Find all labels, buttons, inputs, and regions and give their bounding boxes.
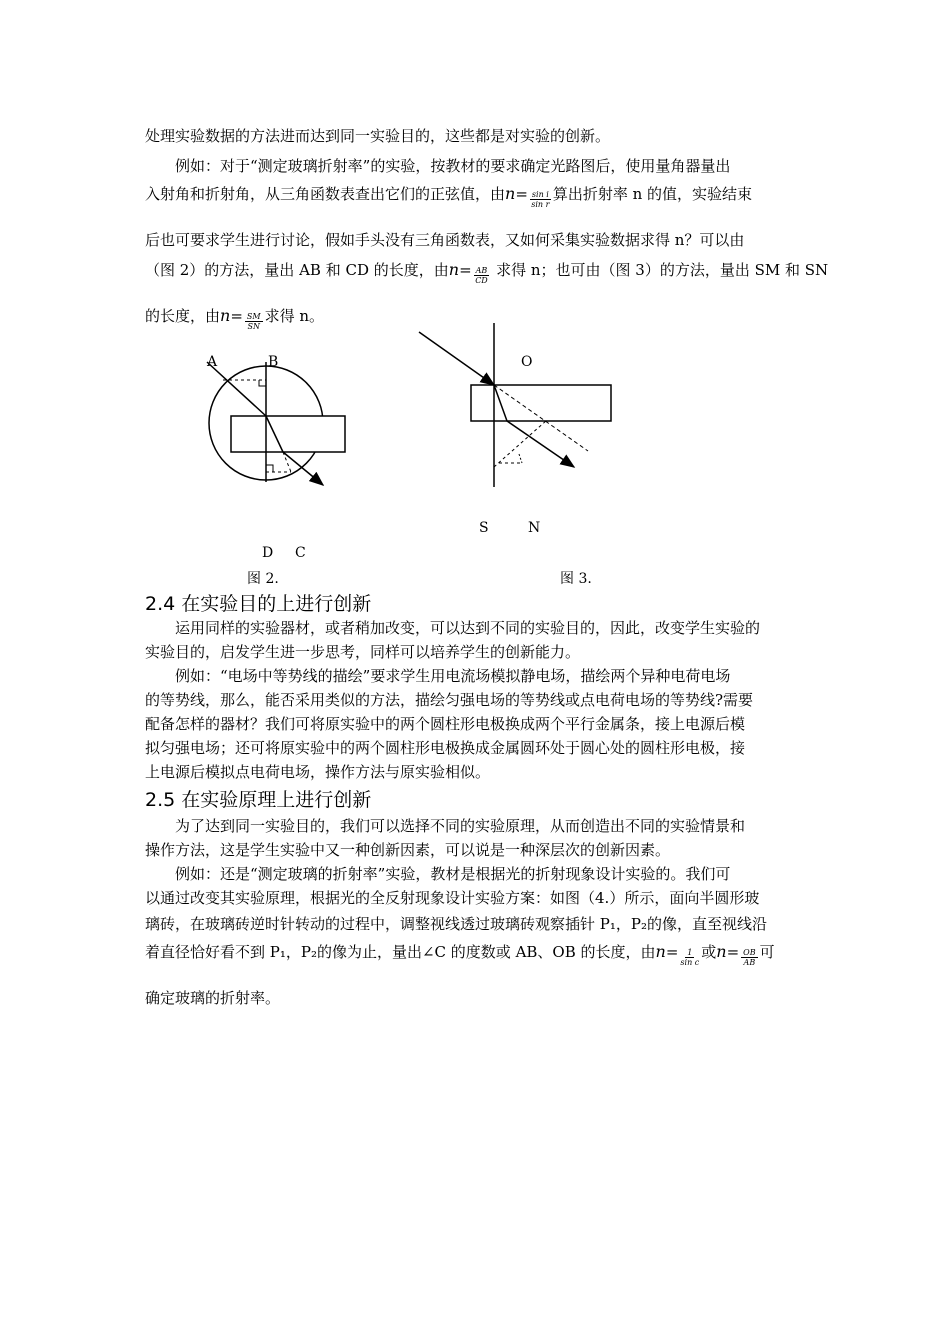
paragraph-line (145, 306, 325, 331)
text-segment: 求得 n；也可由（图 3）的方法，量出 SM 和 SN (496, 261, 829, 279)
fraction-numerator: sin i (531, 189, 549, 199)
paragraph-line: 配备怎样的器材？我们可将原实验中的两个圆柱形电极换成两个平行金属条，接上电源后模 (145, 715, 746, 733)
fraction-denominator: sin c (680, 957, 700, 967)
formula-n: n (655, 942, 666, 961)
formula-eq: = (515, 185, 528, 203)
section-heading: 2.5 在实验原理上进行创新 (145, 789, 372, 811)
paragraph-line: 以通过改变其实验原理，根据光的全反射现象设计实验方案：如图（4.）所示，面向半圆形玻 (145, 889, 760, 907)
figure-3-caption: 图 3. (560, 571, 592, 587)
formula-sm-sn (245, 312, 263, 331)
paragraph-line: 的等势线，那么，能否采用类似的方法，描绘匀强电场的等势线或点电荷电场的等势线?需要 (145, 691, 754, 709)
text-segment: 可 (759, 943, 775, 961)
fraction-denominator: CD (475, 275, 488, 285)
emergent-ray (507, 421, 574, 467)
m-dashed (519, 454, 522, 463)
fraction-numerator: AB (475, 265, 488, 275)
label-d: D (262, 545, 274, 561)
figure-3-diagram (415, 320, 615, 490)
label-n: N (528, 520, 541, 536)
text-segment: （图 2）的方法，量出 AB 和 CD 的长度，由 (145, 261, 449, 279)
formula-eq: = (230, 307, 243, 325)
paragraph-line: 确定玻璃的折射率。 (145, 989, 281, 1007)
formula-n: n (716, 942, 727, 961)
text-segment: 算出折射率 n 的值，实验结束 (552, 185, 753, 203)
fraction-numerator: OB (743, 947, 756, 957)
label-c: C (295, 545, 306, 561)
formula-ab-cd (474, 266, 490, 285)
paragraph-line: 例如：对于“测定玻璃折射率”的实验，按教材的要求确定光路图后，使用量角器量出 (175, 157, 731, 175)
fraction-denominator: AB (743, 957, 756, 967)
paragraph-line (145, 942, 775, 967)
formula-eq: = (665, 943, 679, 961)
glass-block (231, 416, 345, 452)
text-segment: 求得 n。 (264, 307, 325, 325)
text-segment: 着直径恰好看不到 P₁，P₂的像为止，量出∠C 的度数或 AB、OB 的长度，由 (145, 943, 656, 961)
paragraph-line: 处理实验数据的方法进而达到同一实验目的，这些都是对实验的创新。 (145, 127, 611, 145)
formula-ob-ab (741, 948, 757, 967)
formula-eq: = (459, 261, 472, 279)
paragraph-line: 例如：还是“测定玻璃的折射率”实验，教材是根据光的折射现象设计实验的。我们可 (175, 865, 731, 883)
label-o: O (521, 354, 533, 370)
label-b: B (268, 354, 279, 370)
fraction-denominator: SN (247, 321, 260, 331)
text-segment: 入射角和折射角，从三角函数表查出它们的正弦值，由 (145, 185, 506, 203)
formula-eq: = (726, 943, 740, 961)
label-a: A (207, 354, 218, 370)
fraction-denominator: sin r (531, 199, 550, 209)
right-angle-mark (266, 465, 273, 472)
emergent-ray (283, 452, 323, 485)
paragraph-line: 例如：“电场中等势线的描绘”要求学生用电流场模拟静电场，描绘两个异种电荷电场 (175, 667, 731, 685)
glass-block (471, 385, 611, 421)
section-heading: 2.4 在实验目的上进行创新 (145, 593, 372, 615)
paragraph-line (145, 260, 829, 285)
text-segment: 或 (701, 943, 717, 961)
paragraph-line: 上电源后模拟点电荷电场，操作方法与原实验相似。 (145, 763, 491, 781)
formula-n: n (448, 260, 460, 279)
paragraph-line: 实验目的，启发学生进一步思考，同样可以培养学生的创新能力。 (145, 643, 581, 661)
formula-one-over-sinc (680, 948, 699, 967)
paragraph-line: 后也可要求学生进行讨论，假如手头没有三角函数表，又如何采集实验数据求得 n？可以由 (145, 231, 745, 249)
fraction-numerator: 1 (687, 947, 693, 957)
right-angle-mark (259, 380, 266, 386)
incident-ray (419, 332, 494, 385)
paragraph-line: 操作方法，这是学生实验中又一种创新因素，可以说是一种深层次的创新因素。 (145, 841, 671, 859)
label-s: S (479, 520, 489, 536)
text-segment: 的长度，由 (145, 307, 221, 325)
figure-2-caption: 图 2. (247, 571, 279, 587)
incident-ray (207, 362, 266, 416)
paragraph-line: 为了达到同一实验目的，我们可以选择不同的实验原理，从而创造出不同的实验情景和 (175, 817, 746, 835)
formula-sin-ratio (530, 190, 551, 209)
formula-n: n (505, 184, 516, 203)
paragraph-line: 璃砖，在玻璃砖逆时针转动的过程中，调整视线透过玻璃砖观察插针 P₁，P₂的像，直至视线沿 (145, 915, 767, 933)
paragraph-line (145, 184, 753, 209)
formula-n: n (220, 306, 231, 325)
paragraph-line: 拟匀强电场；还可将原实验中的两个圆柱形电极换成金属圆环处于圆心处的圆柱形电极，接 (145, 739, 746, 757)
fraction-numerator: SM (246, 311, 261, 321)
paragraph-line: 运用同样的实验器材，或者稍加改变，可以达到不同的实验目的，因此，改变学生实验的 (175, 619, 761, 637)
